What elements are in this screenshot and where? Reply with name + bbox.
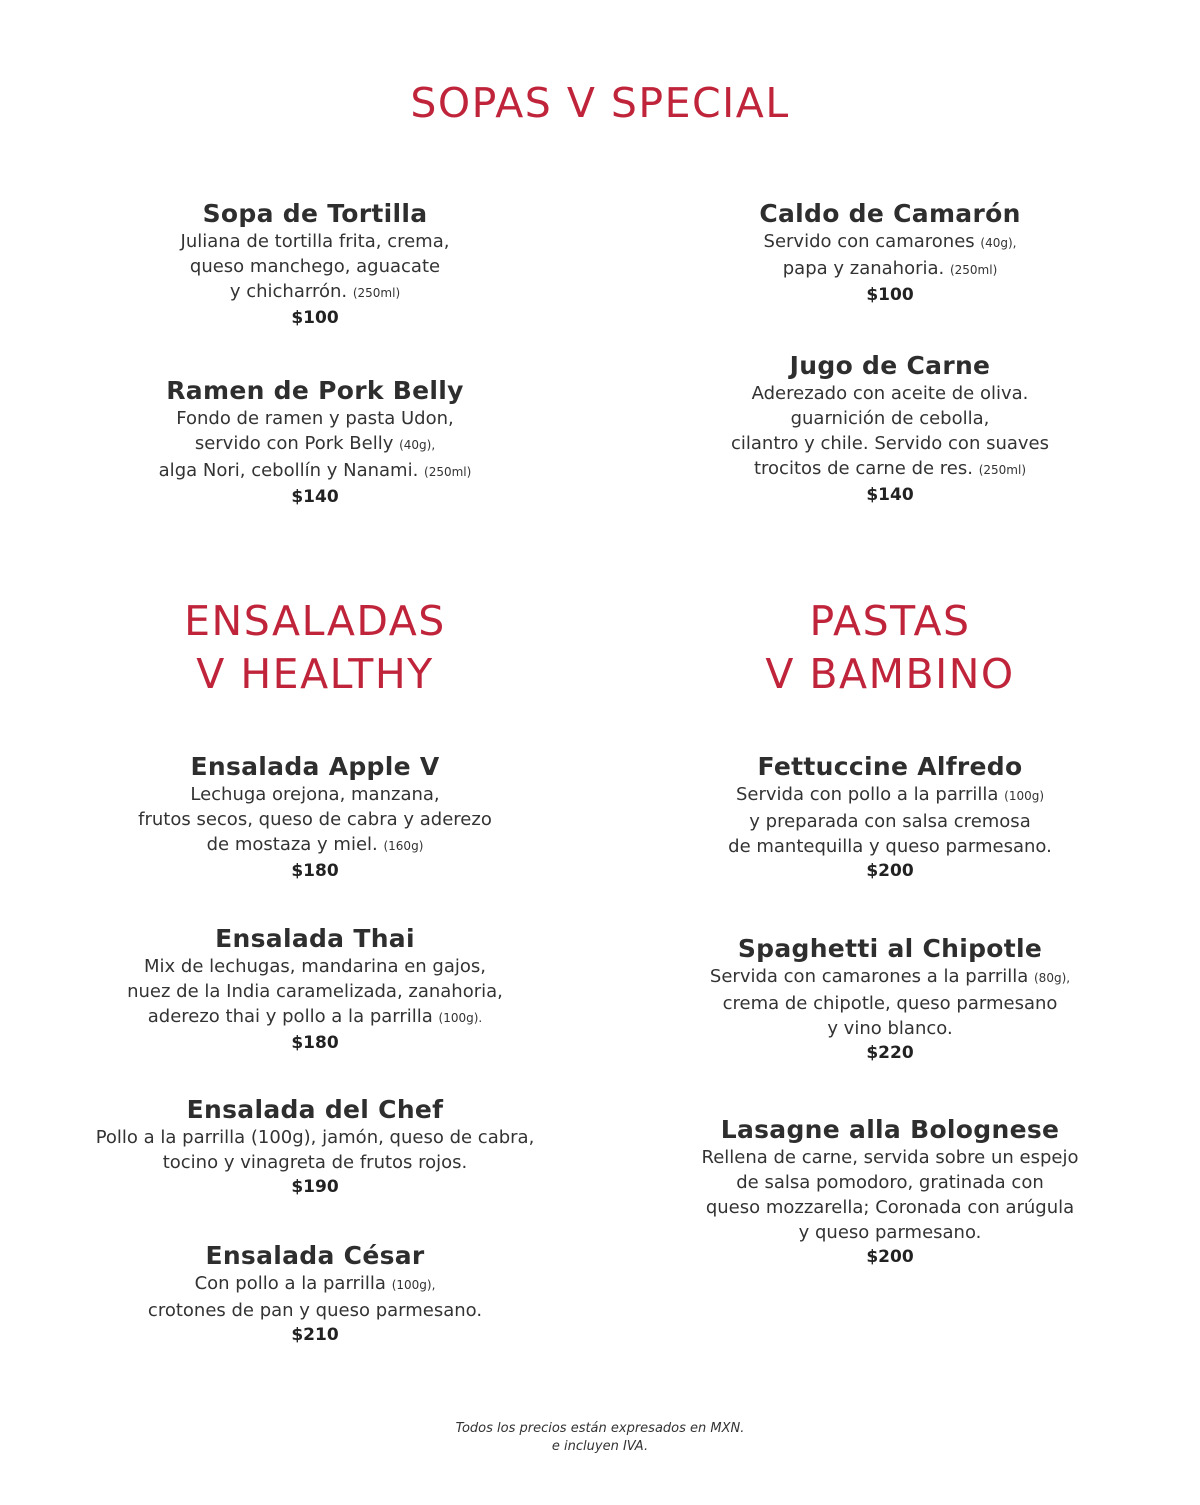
description-text: papa y zanahoria. bbox=[782, 258, 945, 279]
description-text: frutos secos, queso de cabra y aderezo bbox=[138, 809, 492, 830]
menu-item-ensalada-thai bbox=[35, 924, 595, 1056]
menu-item-jugo-de-carne bbox=[610, 351, 1170, 508]
description-text: de mostaza y miel. bbox=[206, 834, 378, 855]
section-title-line: SOPAS V SPECIAL bbox=[410, 79, 790, 127]
menu-item-ensalada-apple-v bbox=[35, 752, 595, 884]
description-text: trocitos de carne de res. bbox=[753, 458, 973, 479]
item-description bbox=[35, 954, 595, 1031]
description-text: crotones de pan y queso parmesano. bbox=[147, 1300, 483, 1321]
description-line bbox=[610, 381, 1170, 406]
description-line bbox=[610, 991, 1170, 1016]
description-text: Servida con camarones a la parrilla bbox=[709, 966, 1029, 987]
description-line bbox=[610, 964, 1170, 991]
description-line bbox=[610, 834, 1170, 859]
item-name: Fettuccine Alfredo bbox=[757, 752, 1023, 781]
description-text: nuez de la India caramelizada, zanahoria, bbox=[127, 981, 503, 1002]
menu-item-spaghetti-al-chipotle bbox=[610, 934, 1170, 1066]
description-line bbox=[35, 1004, 595, 1031]
item-name: Lasagne alla Bolognese bbox=[720, 1115, 1060, 1144]
menu-item-ensalada-cesar bbox=[35, 1241, 595, 1348]
description-line bbox=[610, 1016, 1170, 1041]
description-text: Pollo a la parrilla (100g), jamón, queso de cabra, bbox=[95, 1127, 535, 1148]
item-name: Ensalada César bbox=[205, 1241, 425, 1270]
item-price: $140 bbox=[866, 485, 914, 505]
description-line bbox=[35, 279, 595, 306]
item-name: Ensalada Thai bbox=[215, 924, 415, 953]
description-line bbox=[610, 431, 1170, 456]
section-title-line: PASTAS bbox=[809, 597, 971, 645]
description-text: queso manchego, aguacate bbox=[189, 256, 441, 277]
item-description bbox=[35, 229, 595, 306]
description-text: y vino blanco. bbox=[827, 1018, 953, 1039]
description-line bbox=[610, 1145, 1170, 1170]
item-price: $100 bbox=[866, 285, 914, 305]
item-name: Ensalada Apple V bbox=[190, 752, 440, 781]
item-price: $200 bbox=[866, 861, 914, 881]
description-text: Servido con camarones bbox=[763, 231, 975, 252]
description-text: guarnición de cebolla, bbox=[790, 408, 990, 429]
description-text: Juliana de tortilla frita, crema, bbox=[180, 231, 450, 252]
section-title-line: ENSALADAS bbox=[184, 597, 446, 645]
description-text: Servida con pollo a la parrilla bbox=[735, 784, 999, 805]
description-text: y chicharrón. bbox=[229, 281, 348, 302]
description-text: Con pollo a la parrilla bbox=[194, 1273, 386, 1294]
description-line bbox=[610, 782, 1170, 809]
description-text: Fondo de ramen y pasta Udon, bbox=[176, 408, 454, 429]
portion-note: (100g). bbox=[438, 1011, 483, 1025]
item-price: $190 bbox=[291, 1177, 339, 1197]
description-text: Rellena de carne, servida sobre un espejo bbox=[701, 1147, 1079, 1168]
portion-note: (40g), bbox=[980, 236, 1017, 250]
description-line bbox=[610, 229, 1170, 256]
description-text: Mix de lechugas, mandarina en gajos, bbox=[144, 956, 486, 977]
item-description bbox=[610, 964, 1170, 1041]
menu-item-fettuccine-alfredo bbox=[610, 752, 1170, 884]
price-footnote bbox=[0, 1420, 1200, 1456]
description-text: tocino y vinagreta de frutos rojos. bbox=[162, 1152, 468, 1173]
description-line bbox=[35, 431, 595, 458]
description-line bbox=[35, 406, 595, 431]
item-description bbox=[610, 381, 1170, 483]
description-line bbox=[610, 456, 1170, 483]
item-price: $100 bbox=[291, 308, 339, 328]
item-description bbox=[610, 782, 1170, 859]
description-line bbox=[35, 254, 595, 279]
item-price: $210 bbox=[291, 1325, 339, 1345]
item-name: Sopa de Tortilla bbox=[202, 199, 428, 228]
item-price: $200 bbox=[866, 1247, 914, 1267]
item-description bbox=[35, 1271, 595, 1323]
description-line bbox=[35, 229, 595, 254]
description-line bbox=[35, 1125, 595, 1150]
description-line bbox=[610, 256, 1170, 283]
portion-note: (160g) bbox=[383, 839, 424, 853]
item-name: Ramen de Pork Belly bbox=[166, 376, 464, 405]
description-text: queso mozzarella; Coronada con arúgula bbox=[705, 1197, 1075, 1218]
description-line bbox=[610, 406, 1170, 431]
description-line bbox=[35, 954, 595, 979]
item-price: $180 bbox=[291, 1033, 339, 1053]
description-text: servido con Pork Belly bbox=[194, 433, 394, 454]
description-text: aderezo thai y pollo a la parrilla bbox=[147, 1006, 433, 1027]
description-text: y queso parmesano. bbox=[798, 1222, 982, 1243]
item-description bbox=[35, 1125, 595, 1175]
item-price: $180 bbox=[291, 861, 339, 881]
portion-note: (250ml) bbox=[424, 465, 472, 479]
section-title-line: V HEALTHY bbox=[196, 650, 434, 698]
portion-note: (100g), bbox=[391, 1278, 436, 1292]
menu-item-ramen-de-pork-belly bbox=[35, 376, 595, 510]
menu-item-lasagne-alla-bolognese bbox=[610, 1115, 1170, 1270]
description-line bbox=[35, 832, 595, 859]
portion-note: (250ml) bbox=[978, 463, 1026, 477]
description-line bbox=[35, 1150, 595, 1175]
description-line bbox=[610, 1220, 1170, 1245]
description-line bbox=[610, 809, 1170, 834]
section-title-pastas bbox=[610, 595, 1170, 701]
portion-note: (100g) bbox=[1004, 789, 1045, 803]
menu-item-sopa-de-tortilla bbox=[35, 199, 595, 331]
menu-item-caldo-de-camaron bbox=[610, 199, 1170, 308]
item-description bbox=[35, 782, 595, 859]
description-text: cilantro y chile. Servido con suaves bbox=[730, 433, 1049, 454]
section-title-ensaladas bbox=[35, 595, 595, 701]
description-text: Lechuga orejona, manzana, bbox=[190, 784, 440, 805]
description-text: Aderezado con aceite de oliva. bbox=[751, 383, 1029, 404]
item-price: $140 bbox=[291, 487, 339, 507]
item-name: Caldo de Camarón bbox=[759, 199, 1021, 228]
description-line bbox=[610, 1170, 1170, 1195]
item-description bbox=[35, 406, 595, 485]
description-line bbox=[35, 782, 595, 807]
description-line bbox=[35, 979, 595, 1004]
portion-note: (80g), bbox=[1034, 971, 1071, 985]
item-name: Spaghetti al Chipotle bbox=[737, 934, 1043, 963]
description-line bbox=[35, 1271, 595, 1298]
menu-item-ensalada-del-chef bbox=[35, 1095, 595, 1200]
description-text: y preparada con salsa cremosa bbox=[749, 811, 1031, 832]
item-price: $220 bbox=[866, 1043, 914, 1063]
item-name: Jugo de Carne bbox=[789, 351, 991, 380]
item-name: Ensalada del Chef bbox=[186, 1095, 444, 1124]
section-title-sopas bbox=[0, 78, 1200, 128]
item-description bbox=[610, 1145, 1170, 1245]
portion-note: (250ml) bbox=[352, 286, 401, 300]
description-text: crema de chipotle, queso parmesano bbox=[722, 993, 1058, 1014]
footnote-line: e incluyen IVA. bbox=[551, 1439, 649, 1454]
description-text: de mantequilla y queso parmesano. bbox=[728, 836, 1052, 857]
description-line bbox=[35, 807, 595, 832]
portion-note: (250ml) bbox=[949, 263, 998, 277]
footnote-line: Todos los precios están expresados en MXN. bbox=[455, 1421, 745, 1436]
portion-note: (40g), bbox=[399, 438, 436, 452]
description-line bbox=[35, 1298, 595, 1323]
description-text: de salsa pomodoro, gratinada con bbox=[736, 1172, 1044, 1193]
description-line bbox=[35, 458, 595, 485]
description-line bbox=[610, 1195, 1170, 1220]
description-text: alga Nori, cebollín y Nanami. bbox=[158, 460, 419, 481]
section-title-line: V BAMBINO bbox=[765, 650, 1015, 698]
item-description bbox=[610, 229, 1170, 283]
